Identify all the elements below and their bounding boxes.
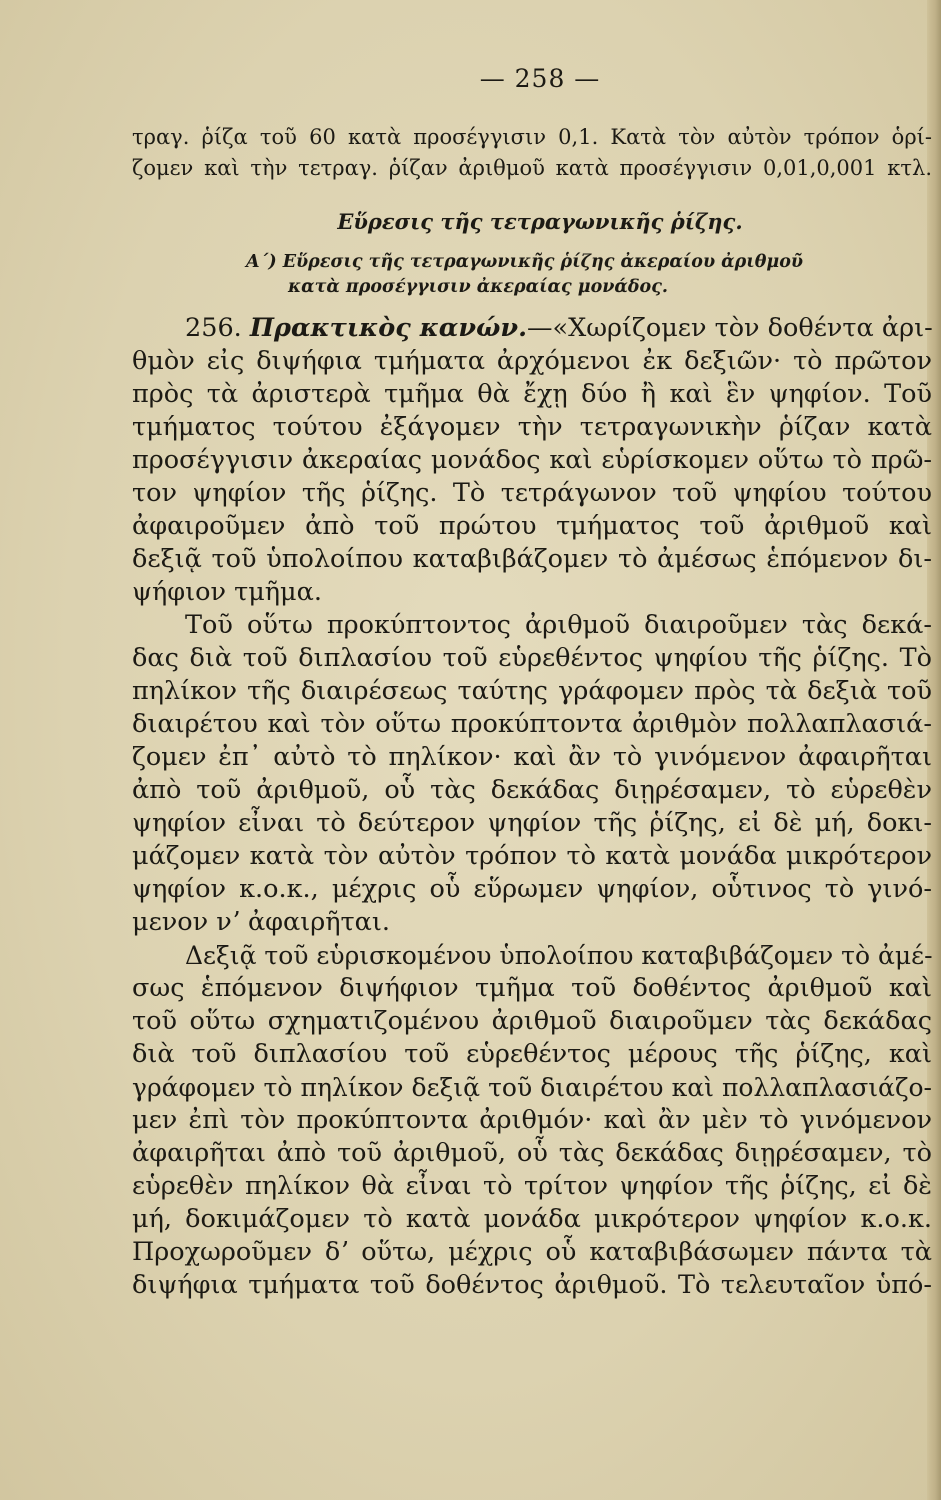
paragraph-2-line: ψηφίον εἶναι τὸ δεύτερον ψηφίον τῆς ῥίζης, εἰ δὲ μή, δοκι-: [132, 808, 932, 838]
paragraph-3-line: ἀφαιρῆται ἀπὸ τοῦ ἀριθμοῦ, οὗ τὰς δεκάδας διῃρέσαμεν, τὸ: [132, 1138, 932, 1168]
paragraph-3-line: διὰ τοῦ διπλασίου τοῦ εὑρεθέντος μέρους τῆς ῥίζης, καὶ: [132, 1039, 932, 1069]
paragraph-1-line: τμήματος τούτου ἐξάγομεν τὴν τετραγωνικὴν ῥίζαν κατὰ: [132, 412, 932, 442]
intro-line: τραγ. ῥίζα τοῦ 60 κατὰ προσέγγισιν 0,1. Κατὰ τὸν αὐτὸν τρόπον ὁρί-: [132, 125, 932, 149]
paragraph-2-line: ἀπὸ τοῦ ἀριθμοῦ, οὗ τὰς δεκάδας διῃρέσαμεν, τὸ εὑρεθὲν: [132, 775, 932, 805]
rule-number: 256.: [185, 313, 242, 343]
paragraph-2-line: ψηφίον κ.ο.κ., μέχρις οὗ εὕρωμεν ψηφίον, οὗτινος τὸ γινό-: [132, 874, 932, 904]
paragraph-1-line: θμὸν εἰς διψήφια τμήματα ἀρχόμενοι ἐκ δεξιῶν· τὸ πρῶτον: [132, 346, 932, 376]
section-title: Εὕρεσις τῆς τετραγωνικῆς ῥίζης.: [337, 209, 743, 234]
paragraph-3-line: σως ἑπόμενον διψήφιον τμῆμα τοῦ δοθέντος ἀριθμοῦ καὶ: [132, 973, 932, 1003]
paragraph-3-line: Δεξιᾷ τοῦ εὑρισκομένου ὑπολοίπου καταβιβάζομεν τὸ ἀμέ-: [185, 941, 933, 970]
rule-first-line-text: —«Χωρίζομεν τὸν δοθέντα ἀρι-: [526, 313, 933, 343]
subsection-title-line-1: Α΄) Εὕρεσις τῆς τετραγωνικῆς ῥίζης ἀκεραίου ἀριθμοῦ: [246, 252, 804, 272]
paragraph-1-line: ψήφιον τμῆμα.: [132, 577, 322, 607]
paragraph-2-line: πηλίκον τῆς διαιρέσεως ταύτης γράφομεν πρὸς τὰ δεξιὰ τοῦ: [132, 676, 932, 706]
paragraph-3-line: εὑρεθὲν πηλίκον θὰ εἶναι τὸ τρίτον ψηφίον τῆς ῥίζης, εἰ δὲ: [132, 1171, 932, 1201]
paragraph-2-line: δας διὰ τοῦ διπλασίου τοῦ εὑρεθέντος ψηφίου τῆς ῥίζης. Τὸ: [132, 643, 932, 673]
subsection-title-line-2: κατὰ προσέγγισιν ἀκεραίας μονάδος.: [288, 277, 668, 297]
paragraph-3-line: τοῦ οὕτω σχηματιζομένου ἀριθμοῦ διαιροῦμεν τὰς δεκάδας: [132, 1006, 932, 1036]
paragraph-1-line: προσέγγισιν ἀκεραίας μονάδος καὶ εὑρίσκομεν οὕτω τὸ πρῶ-: [132, 445, 932, 475]
paragraph-3-line: μεν ἐπὶ τὸν προκύπτοντα ἀριθμόν· καὶ ἂν μὲν τὸ γινόμενον: [132, 1105, 932, 1135]
rule-first-line: [185, 313, 933, 343]
paragraph-1-line: ἀφαιροῦμεν ἀπὸ τοῦ πρώτου τμήματος τοῦ ἀριθμοῦ καὶ: [132, 511, 932, 541]
paragraph-1-line: δεξιᾷ τοῦ ὑπολοίπου καταβιβάζομεν τὸ ἀμέσως ἑπόμενον δι-: [132, 544, 932, 574]
paragraph-2-line: μενον νʼ ἀφαιρῆται.: [132, 907, 390, 937]
paragraph-1-line: τον ψηφίον τῆς ῥίζης. Τὸ τετράγωνον τοῦ ψηφίου τούτου: [132, 478, 932, 508]
rule-title: Πρακτικὸς κανών.: [249, 313, 527, 343]
paragraph-2-line: μάζομεν κατὰ τὸν αὐτὸν τρόπον τὸ κατὰ μονάδα μικρότερον: [132, 841, 932, 871]
paragraph-1-line: πρὸς τὰ ἀριστερὰ τμῆμα θὰ ἔχῃ δύο ἢ καὶ ἓν ψηφίον. Τοῦ: [132, 379, 932, 409]
paragraph-3-line: Προχωροῦμεν δʼ οὕτω, μέχρις οὗ καταβιβάσωμεν πάντα τὰ: [132, 1237, 932, 1267]
paragraph-2-line: διαιρέτου καὶ τὸν οὕτω προκύπτοντα ἀριθμὸν πολλαπλασιά-: [132, 709, 932, 739]
paragraph-2-line: Τοῦ οὕτω προκύπτοντος ἀριθμοῦ διαιροῦμεν τὰς δεκά-: [185, 610, 932, 640]
paragraph-3-line: μή, δοκιμάζομεν τὸ κατὰ μονάδα μικρότερον ψηφίον κ.ο.κ.: [132, 1204, 932, 1234]
page-number: — 258 —: [479, 64, 601, 93]
paragraph-3-line: γράφομεν τὸ πηλίκον δεξιᾷ τοῦ διαιρέτου καὶ πολλαπλασιάζο-: [132, 1073, 932, 1102]
intro-line: ζομεν καὶ τὴν τετραγ. ῥίζαν ἀριθμοῦ κατὰ προσέγγισιν 0,01,0,001 κτλ.: [132, 156, 932, 180]
paragraph-3-line: διψήφια τμήματα τοῦ δοθέντος ἀριθμοῦ. Τὸ τελευταῖον ὑπό-: [132, 1270, 932, 1300]
paragraph-2-line: ζομεν ἐπ᾽ αὐτὸ τὸ πηλίκον· καὶ ἂν τὸ γινόμενον ἀφαιρῆται: [132, 742, 932, 772]
